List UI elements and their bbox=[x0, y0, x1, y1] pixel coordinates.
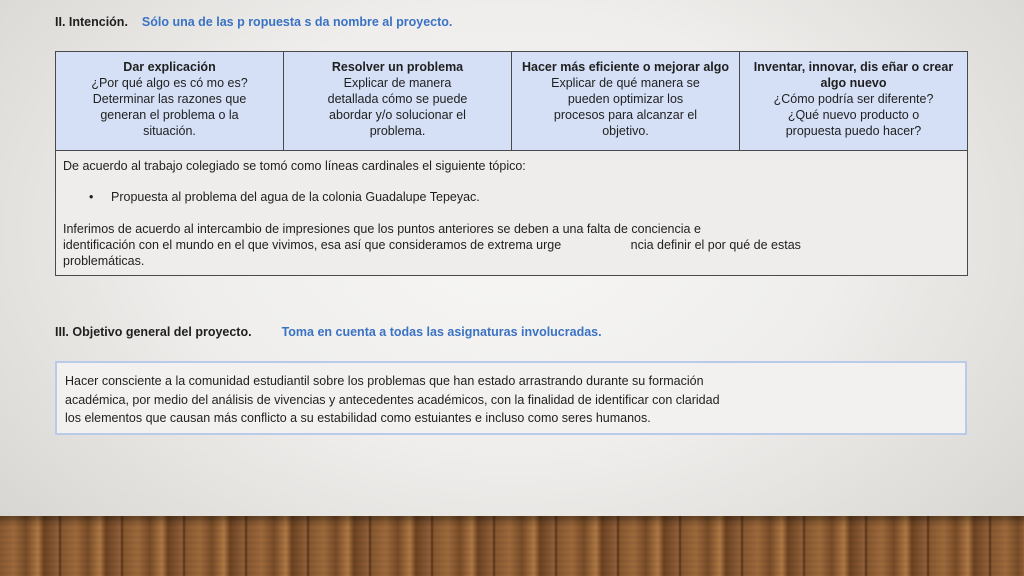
section-heading-objective bbox=[55, 325, 602, 339]
option-desc-line: Explicar de manera bbox=[343, 76, 452, 90]
body-bullet-item: • Propuesta al problema del agua de la colonia Guadalupe Tepeyac. bbox=[89, 189, 959, 205]
section-heading-intention bbox=[55, 15, 452, 29]
option-desc-line: detallada cómo se puede bbox=[327, 92, 468, 106]
wood-floor-background bbox=[0, 516, 1024, 576]
option-desc-line: objetivo. bbox=[602, 124, 649, 138]
objective-line: académica, por medio del análisis de vivencias y antecedentes académicos, con la finalidad de identificar con claridad bbox=[65, 392, 720, 407]
option-desc-line: ¿Cómo podría ser diferente? bbox=[773, 92, 934, 106]
section-note: Sólo una de las p ropuesta s da nombre al proyecto. bbox=[141, 15, 453, 29]
body-intro: De acuerdo al trabajo colegiado se tomó como líneas cardinales el siguiente tópico: bbox=[63, 159, 526, 173]
intention-body-cell bbox=[56, 151, 968, 276]
objective-line: Hacer consciente a la comunidad estudiantil sobre los problemas que han estado arrastrando durante su formación bbox=[65, 374, 704, 388]
option-desc-line: ¿Por qué algo es có mo es? bbox=[91, 76, 248, 90]
objective-line: los elementos que causan más conflicto a su estabilidad como estuiantes e incluso como seres humanos. bbox=[65, 411, 651, 425]
option-desc-line: propuesta puedo hacer? bbox=[785, 124, 922, 138]
option-title: Resolver un problema bbox=[331, 60, 464, 74]
option-desc-line: pueden optimizar los bbox=[567, 92, 684, 106]
option-invent-cell bbox=[740, 52, 968, 151]
section-label: III. Objetivo general del proyecto. bbox=[55, 325, 252, 339]
intention-table bbox=[55, 51, 968, 276]
option-desc-line: situación. bbox=[143, 124, 196, 138]
body-conclusion-line: identificación con el mundo en el que vivimos, esa así que consideramos de extrema urge ncia definir el por qué de estas bbox=[63, 238, 801, 252]
intention-options-row bbox=[56, 52, 968, 151]
option-title: Inventar, innovar, dis eñar o crear algo nuevo bbox=[753, 60, 954, 90]
section-note: Toma en cuenta a todas las asignaturas involucradas. bbox=[281, 325, 602, 339]
intention-body-row bbox=[56, 151, 968, 276]
body-conclusion-line: problemáticas. bbox=[63, 254, 145, 268]
option-desc-line: procesos para alcanzar el bbox=[553, 108, 698, 122]
body-conclusion-line: Inferimos de acuerdo al intercambio de impresiones que los puntos anteriores se deben a una falta de conciencia e bbox=[63, 222, 701, 236]
option-explain-cell bbox=[56, 52, 284, 151]
option-title: Dar explicación bbox=[123, 60, 216, 74]
option-desc-line: abordar y/o solucionar el bbox=[329, 108, 466, 122]
option-desc-line: problema. bbox=[369, 124, 426, 138]
option-desc-line: ¿Qué nuevo producto o bbox=[787, 108, 920, 122]
option-title: Hacer más eficiente o mejorar algo bbox=[521, 60, 730, 74]
option-desc-line: Explicar de qué manera se bbox=[551, 76, 700, 90]
section-label: II. Intención. bbox=[55, 15, 128, 29]
option-desc-line: Determinar las razones que bbox=[92, 92, 247, 106]
option-solve-cell bbox=[284, 52, 512, 151]
option-improve-cell bbox=[512, 52, 740, 151]
objective-box bbox=[55, 361, 967, 435]
option-desc-line: generan el problema o la bbox=[100, 108, 239, 122]
